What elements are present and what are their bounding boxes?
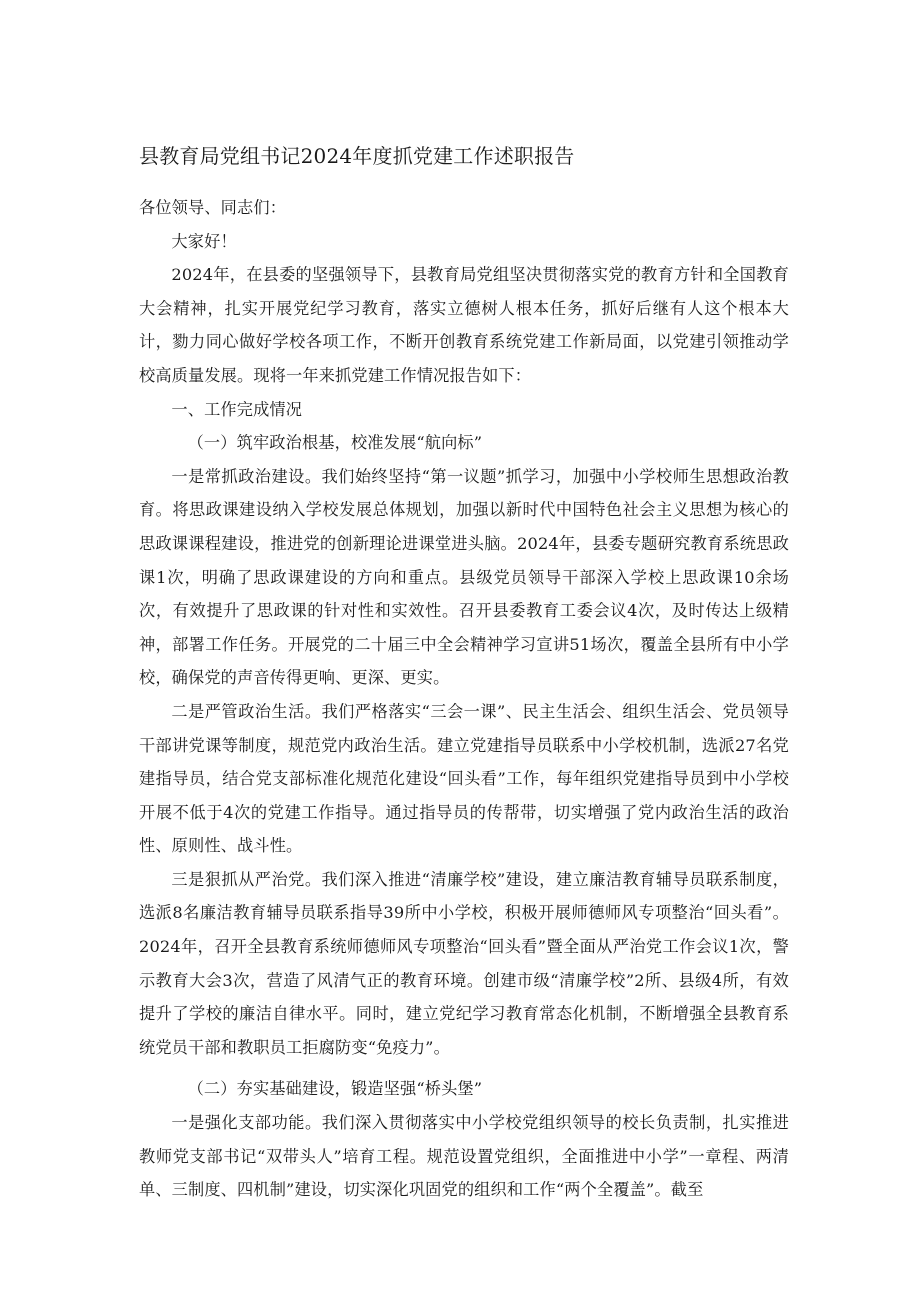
salutation: 各位领导、同志们： xyxy=(139,198,287,217)
subsection-heading-2: （二）夯实基础建设，锻造坚强“桥头堡” xyxy=(187,1079,483,1099)
section-heading: 一、工作完成情况 xyxy=(171,399,303,419)
document-body xyxy=(139,191,789,1207)
paragraph-strict-governance: 三是狠抓从严治党。我们深入推进“清廉学校”建设，建立廉洁教育辅导员联系制度，选派8名廉洁教育辅导员联系指导39所中小学校，积极开展师德师风专项整治“回头看”。2024年，召开全县教育系统师德师风专项整治“回头看”暨全面从严治党工作会议1次，警示教育大会3次，营造了风清气正的教育环境。创建市级“清廉学校”2所、县级4所，有效提升了学校的廉洁自律水平。同时，建立党纪学习教育常态化机制，不断增强全县教育系统党员干部和教职员工拒腐防变“免疫力”。 xyxy=(139,869,789,1057)
greeting: 大家好！ xyxy=(171,231,237,251)
intro-paragraph: 2024年，在县委的坚强领导下，县教育局党组坚决贯彻落实党的教育方针和全国教育大会精神，扎实开展党纪学习教育，落实立德树人根本任务，抓好后继有人这个根本大计，勠力同心做好学校各项工作，不断开创教育系统党建工作新局面，以党建引领推动学校高质量发展。现将一年来抓党建工作情况报告如下： xyxy=(139,265,789,385)
paragraph-political-life: 二是严管政治生活。我们严格落实“三会一课”、民主生活会、组织生活会、党员领导干部讲党课等制度，规范党内政治生活。建立党建指导员联系中小学校机制，选派27名党建指导员，结合党支部标准化规范化建设“回头看”工作，每年组织党建指导员到中小学校开展不低于4次的党建工作指导。通过指导员的传帮带，切实增强了党内政治生活的政治性、原则性、战斗性。 xyxy=(139,701,789,856)
paragraph-political-construction: 一是常抓政治建设。我们始终坚持“第一议题”抓学习，加强中小学校师生思想政治教育。将思政课建设纳入学校发展总体规划，加强以新时代中国特色社会主义思想为核心的思政课课程建设，推进党的创新理论进课堂进头脑。2024年，县委专题研究教育系统思政课1次，明确了思政课建设的方向和重点。县级党员领导干部深入学校上思政课10余场次，有效提升了思政课的针对性和实效性。召开县委教育工委会议4次，及时传达上级精神，部署工作任务。开展党的二十届三中全会精神学习宣讲51场次，覆盖全县所有中小学校，确保党的声音传得更响、更深、更实。 xyxy=(139,466,789,688)
paragraph-branch-function: 一是强化支部功能。我们深入贯彻落实中小学校党组织领导的校长负责制，扎实推进教师党支部书记“双带头人”培育工程。规范设置党组织，全面推进中小学”一章程、两清单、三制度、四机制”建设，切实深化巩固党的组织和工作“两个全覆盖”。截至 xyxy=(139,1113,789,1200)
subsection-heading-1: （一）筑牢政治根基，校准发展“航向标” xyxy=(187,433,483,453)
document-title: 县教育局党组书记2024年度抓党建工作述职报告 xyxy=(139,144,575,168)
